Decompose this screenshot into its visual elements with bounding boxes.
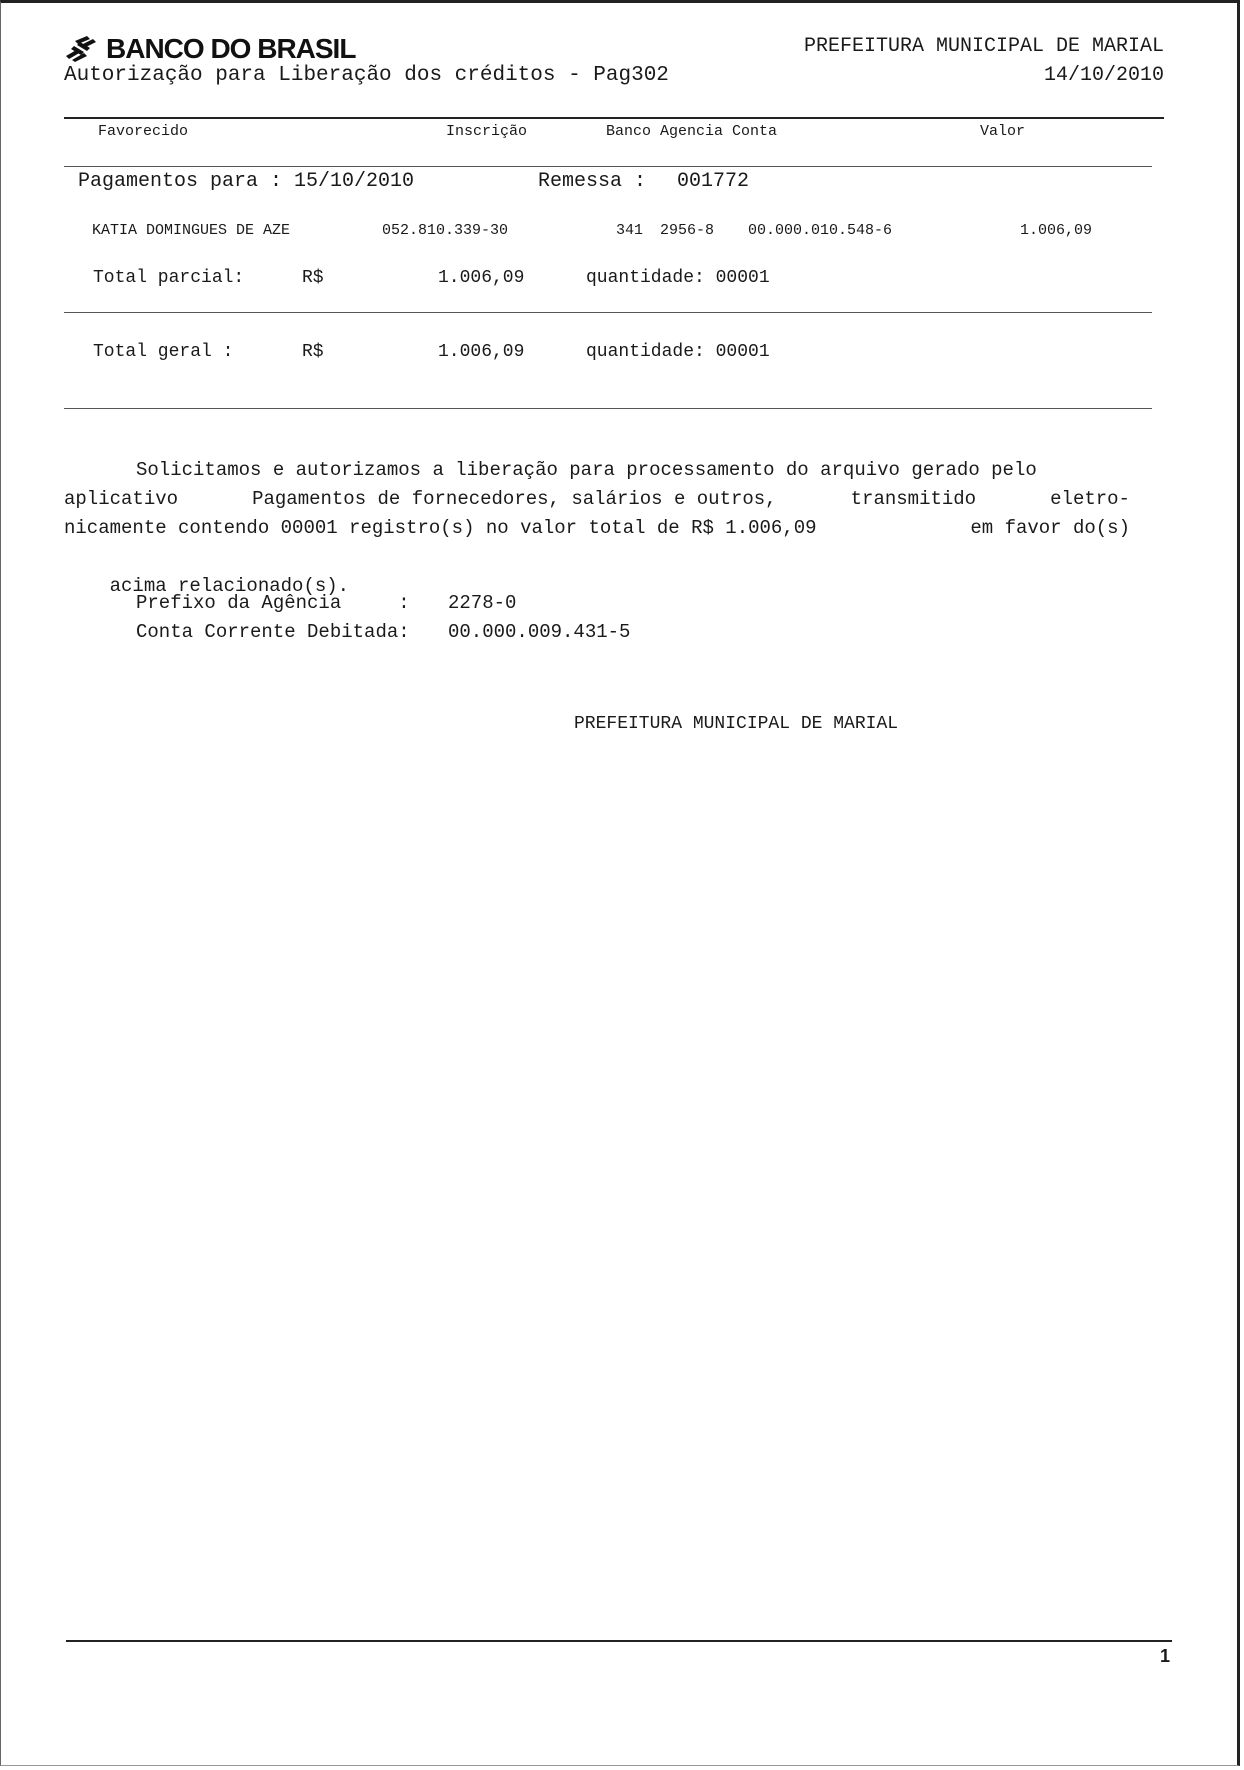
partial-total-amount: 1.006,09 xyxy=(438,268,525,288)
paragraph-line xyxy=(64,543,1130,630)
debited-account-value: 00.000.009.431-5 xyxy=(448,621,631,643)
column-header-favorecido: Favorecido xyxy=(98,123,189,140)
paragraph-text: Solicitamos e autorizamos a liberação para processamento do arquivo gerado pelo xyxy=(136,459,1037,481)
partial-total-currency: R$ xyxy=(302,268,324,288)
grand-total-label: Total geral : xyxy=(93,342,234,362)
page-number: 1 xyxy=(1159,1646,1170,1666)
payments-for-label: Pagamentos para : 15/10/2010 xyxy=(78,170,415,193)
grand-total-currency: R$ xyxy=(302,342,324,362)
partial-total-quantity: quantidade: 00001 xyxy=(586,268,770,288)
column-header-valor: Valor xyxy=(980,123,1026,140)
remessa-value: 001772 xyxy=(677,170,750,193)
paragraph-text: nicamente contendo 00001 registro(s) no valor total de R$ 1.006,09 xyxy=(64,517,817,539)
paragraph-text: aplicativo xyxy=(64,488,179,510)
organization-name: PREFEITURA MUNICIPAL DE MARIAL xyxy=(803,35,1164,58)
column-header-inscricao: Inscrição xyxy=(446,123,528,140)
bank-logo-icon xyxy=(64,36,98,62)
debited-account-label: Conta Corrente Debitada: xyxy=(136,621,410,643)
signature-organization: PREFEITURA MUNICIPAL DE MARIAL xyxy=(574,714,899,734)
row-favorecido: KATIA DOMINGUES DE AZE xyxy=(92,222,291,239)
row-valor: 1.006,09 xyxy=(1020,222,1093,239)
paragraph-text: Pagamentos de fornecedores, salários e outros, xyxy=(252,488,777,510)
agency-prefix-label: Prefixo da Agência : xyxy=(136,592,410,614)
paragraph-text: eletro- xyxy=(1050,488,1130,510)
remessa-label: Remessa : xyxy=(538,170,647,193)
paragraph-text: acima relacionado(s). xyxy=(109,575,350,597)
bank-name: BANCO DO BRASIL xyxy=(106,33,356,64)
grand-total-divider xyxy=(64,408,1152,409)
paragraph-line xyxy=(64,514,1130,543)
paragraph-line xyxy=(64,456,1130,485)
paragraph-text: em favor do(s) xyxy=(970,517,1130,539)
document-title: Autorização para Liberação dos créditos - Pag302 xyxy=(64,64,669,87)
paragraph-line xyxy=(64,485,1130,514)
row-agencia: 2956-8 xyxy=(660,222,715,239)
paragraph-text: transmitido xyxy=(850,488,977,510)
row-inscricao: 052.810.339-30 xyxy=(382,222,509,239)
bank-logo xyxy=(64,33,355,65)
partial-total-divider xyxy=(64,312,1152,313)
row-conta: 00.000.010.548-6 xyxy=(748,222,893,239)
header-divider xyxy=(64,117,1164,119)
document-date: 14/10/2010 xyxy=(1043,64,1164,87)
column-header-divider xyxy=(64,166,1152,167)
row-banco: 341 xyxy=(616,222,644,239)
column-header-banco-agencia-conta: Banco Agencia Conta xyxy=(606,123,778,140)
grand-total-amount: 1.006,09 xyxy=(438,342,525,362)
grand-total-quantity: quantidade: 00001 xyxy=(586,342,770,362)
footer-divider xyxy=(66,1640,1172,1642)
partial-total-label: Total parcial: xyxy=(93,268,245,288)
agency-prefix-value: 2278-0 xyxy=(448,592,517,614)
